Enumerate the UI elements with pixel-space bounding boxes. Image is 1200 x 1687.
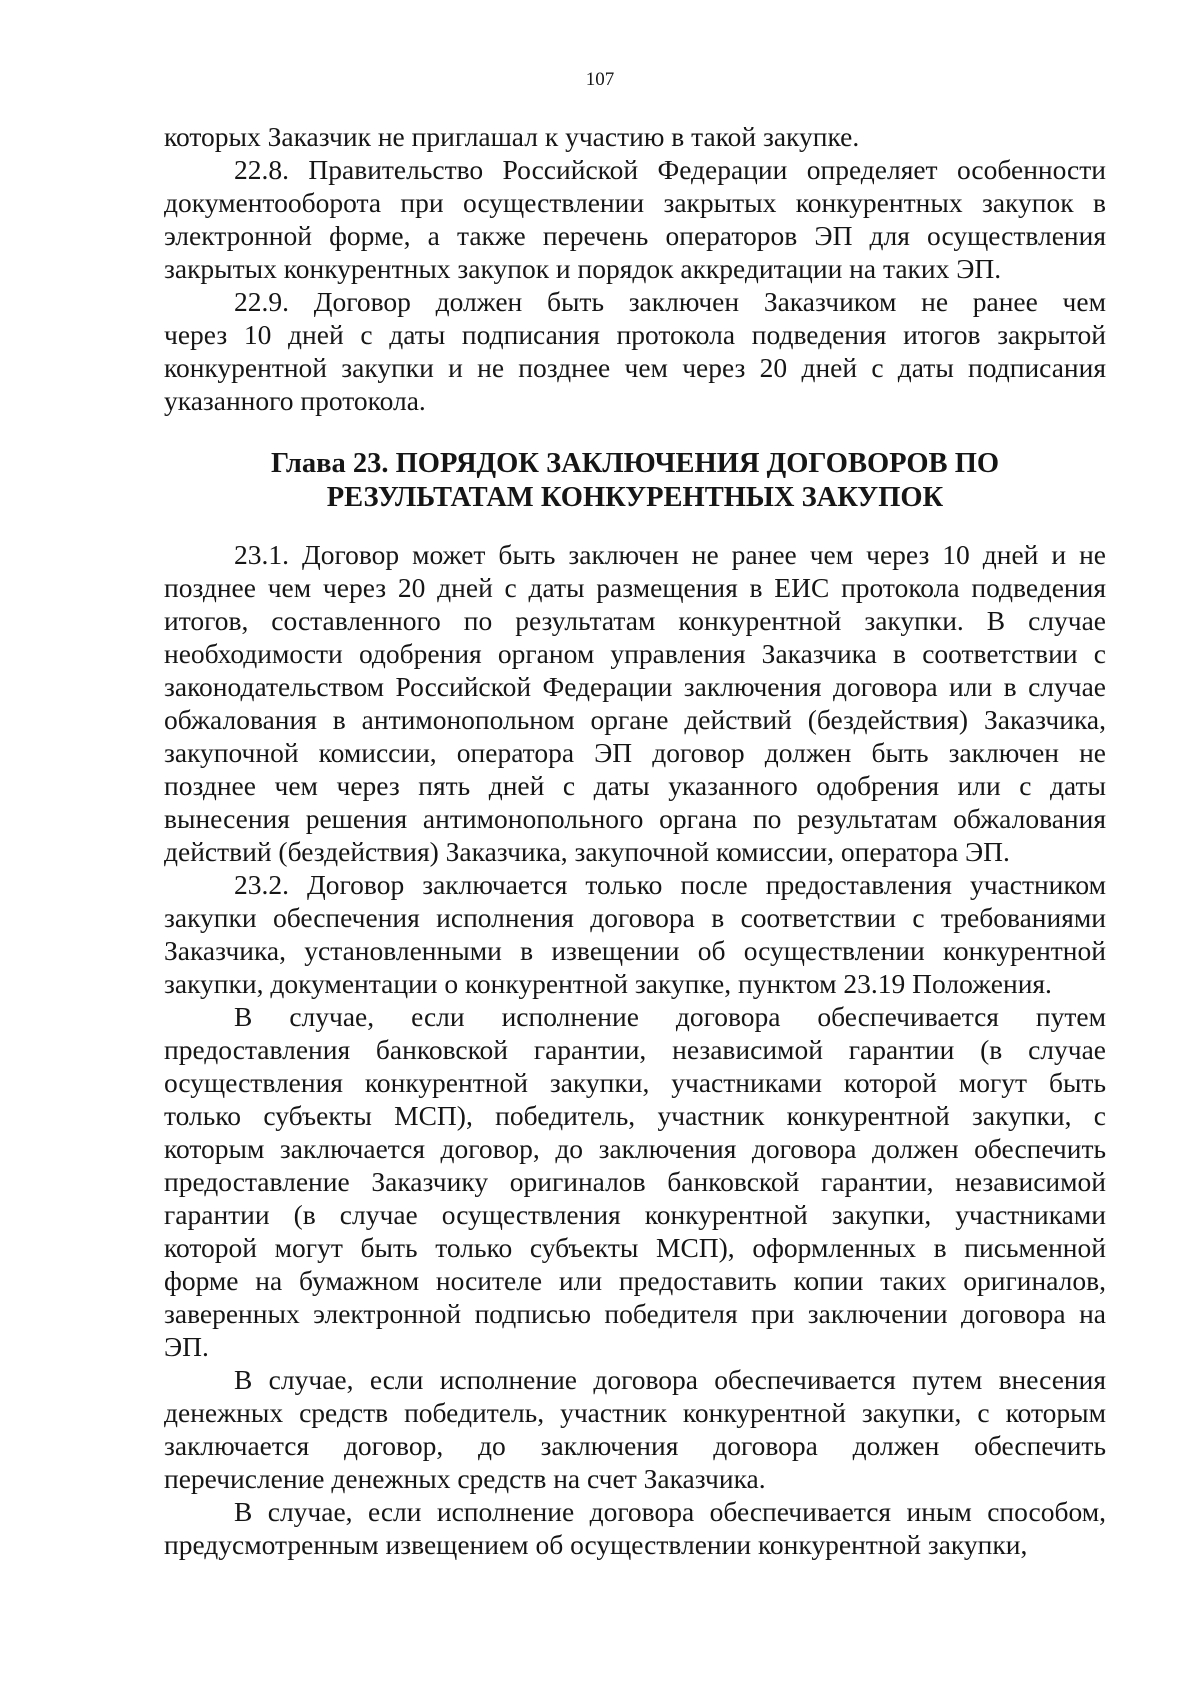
paragraph-line: закрытых конкурентных закупок и порядок аккредитации на таких ЭП. xyxy=(164,253,1002,284)
paragraph-line: 23.1. Договор может быть заключен не ранее чем через 10 дней и не xyxy=(234,539,1106,570)
paragraph-line: электронной форме, а также перечень операторов ЭП для осуществления xyxy=(164,220,1106,251)
paragraph-line: заверенных электронной подписью победителя при заключении договора на xyxy=(164,1298,1106,1329)
text-block-top xyxy=(164,120,1106,417)
paragraph-line: осуществления конкурентной закупки, участниками которой могут быть xyxy=(164,1067,1106,1098)
chapter-heading-line-1: Глава 23. ПОРЯДОК ЗАКЛЮЧЕНИЯ ДОГОВОРОВ ПО xyxy=(270,448,1000,479)
paragraph-line: через 10 дней с даты подписания протокола подведения итогов закрытой xyxy=(164,319,1106,350)
paragraph-line: закупки, документации о конкурентной закупке, пунктом 23.19 Положения. xyxy=(164,968,1052,999)
paragraph-line: ЭП. xyxy=(164,1331,209,1362)
paragraph-line: предоставления банковской гарантии, независимой гарантии (в случае xyxy=(164,1034,1106,1065)
paragraph-line: которых Заказчик не приглашал к участию в такой закупке. xyxy=(164,121,860,152)
paragraph-line: только субъекты МСП), победитель, участник конкурентной закупки, с xyxy=(164,1100,1106,1131)
paragraph-line: 22.8. Правительство Российской Федерации определяет особенности xyxy=(234,154,1106,185)
page-number: 107 xyxy=(585,69,615,90)
paragraph-line: действий (бездействия) Заказчика, закупочной комиссии, оператора ЭП. xyxy=(164,836,1010,867)
paragraph-line: предоставление Заказчику оригиналов банковской гарантии, независимой xyxy=(164,1166,1106,1197)
paragraph-line: итогов, составленного по результатам конкурентной закупки. В случае xyxy=(164,605,1106,636)
paragraph-line: В случае, если исполнение договора обеспечивается иным способом, xyxy=(234,1496,1106,1527)
paragraph-line: перечисление денежных средств на счет Заказчика. xyxy=(164,1463,766,1494)
paragraph-line: 23.2. Договор заключается только после предоставления участником xyxy=(234,869,1106,900)
paragraph-line: Заказчика, установленными в извещении об осуществлении конкурентной xyxy=(164,935,1106,966)
paragraph-line: В случае, если исполнение договора обеспечивается путем внесения xyxy=(234,1364,1106,1395)
paragraph-line: закупочной комиссии, оператора ЭП договор должен быть заключен не xyxy=(164,737,1106,768)
chapter-heading-line-2: РЕЗУЛЬТАТАМ КОНКУРЕНТНЫХ ЗАКУПОК xyxy=(326,482,944,513)
paragraph-line: предусмотренным извещением об осуществлении конкурентной закупки, xyxy=(164,1529,1028,1560)
paragraph-line: которым заключается договор, до заключения договора должен обеспечить xyxy=(164,1133,1106,1164)
paragraph-line: денежных средств победитель, участник конкурентной закупки, с которым xyxy=(164,1397,1106,1428)
paragraph-line: форме на бумажном носителе или предоставить копии таких оригиналов, xyxy=(164,1265,1106,1296)
paragraph-line: заключается договор, до заключения договора должен обеспечить xyxy=(164,1430,1106,1461)
chapter-heading xyxy=(164,447,1106,515)
paragraph-line: вынесения решения антимонопольного органа по результатам обжалования xyxy=(164,803,1106,834)
paragraph-line: позднее чем через пять дней с даты указанного одобрения или с даты xyxy=(164,770,1106,801)
paragraph-line: которой могут быть только субъекты МСП), оформленных в письменной xyxy=(164,1232,1106,1263)
paragraph-line: обжалования в антимонопольном органе действий (бездействия) Заказчика, xyxy=(164,704,1106,735)
paragraph-line: законодательством Российской Федерации заключения договора или в случае xyxy=(164,671,1106,702)
paragraph-line: позднее чем через 20 дней с даты размещения в ЕИС протокола подведения xyxy=(164,572,1106,603)
text-block-main xyxy=(164,538,1106,1561)
paragraph-line: В случае, если исполнение договора обеспечивается путем xyxy=(234,1001,1106,1032)
paragraph-line: 22.9. Договор должен быть заключен Заказчиком не ранее чем xyxy=(234,286,1106,317)
paragraph-line: конкурентной закупки и не позднее чем через 20 дней с даты подписания xyxy=(164,352,1106,383)
paragraph-line: необходимости одобрения органом управления Заказчика в соответствии с xyxy=(164,638,1106,669)
paragraph-line: гарантии (в случае осуществления конкурентной закупки, участниками xyxy=(164,1199,1106,1230)
paragraph-line: указанного протокола. xyxy=(164,385,426,416)
paragraph-line: документооборота при осуществлении закрытых конкурентных закупок в xyxy=(164,187,1106,218)
paragraph-line: закупки обеспечения исполнения договора в соответствии с требованиями xyxy=(164,902,1106,933)
